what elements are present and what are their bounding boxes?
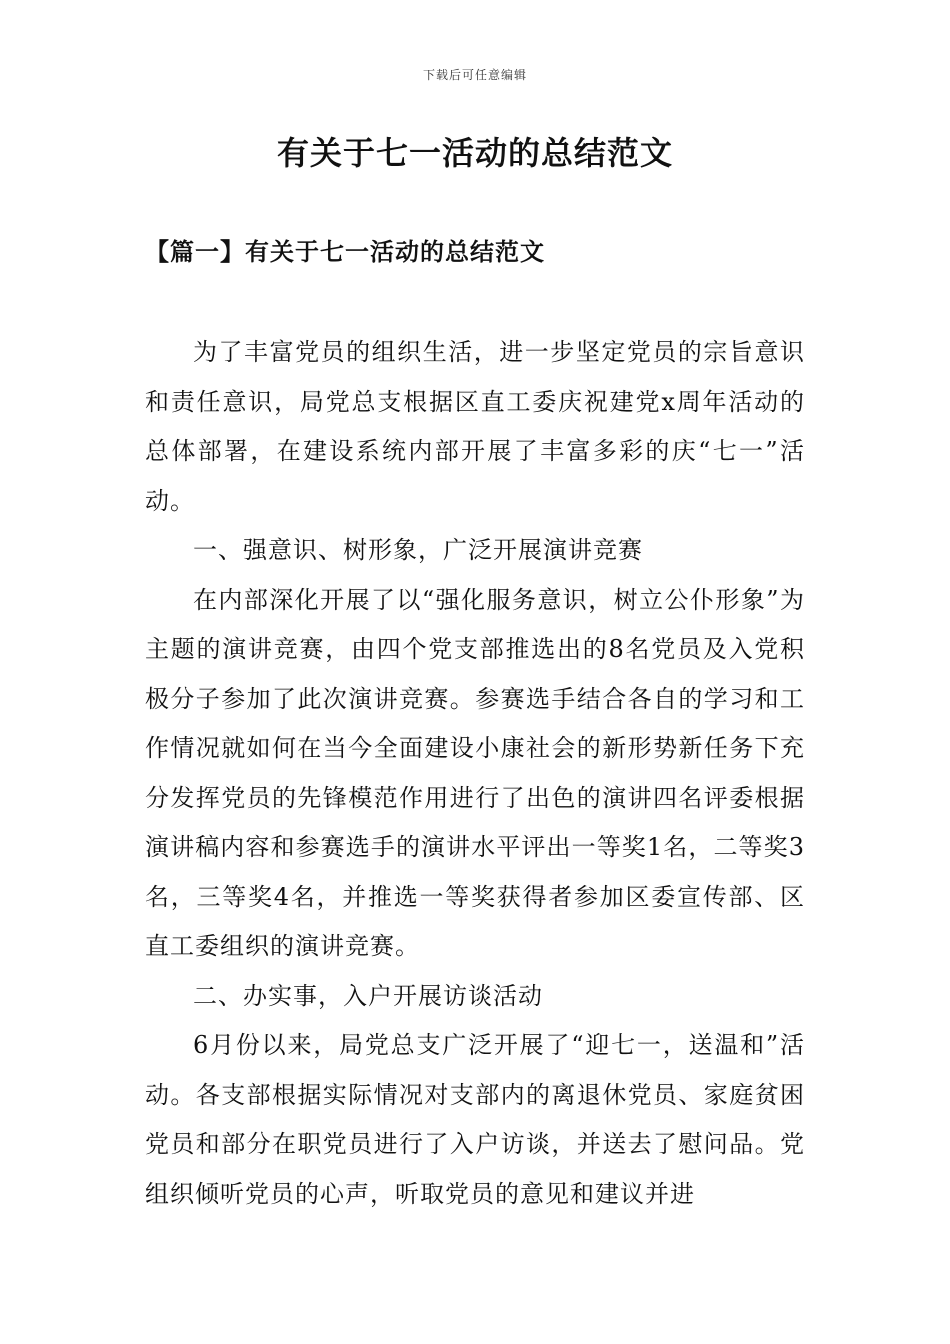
subheading-home-visits: 二、办实事，入户开展访谈活动 xyxy=(193,981,543,1010)
paragraph-intro: 为了丰富党员的组织生活，进一步坚定党员的宗旨意识和责任意识，局党总支根据区直工委庆祝建党x周年活动的总体部署，在建设系统内部开展了丰富多彩的庆“七一”活动。 xyxy=(145,338,805,515)
subheading-speech-contest: 一、强意识、树形象，广泛开展演讲竞赛 xyxy=(193,536,643,564)
section-heading: 【篇一】有关于七一活动的总结范文 xyxy=(145,237,545,266)
page-header-note: 下载后可任意编辑 xyxy=(422,68,527,82)
paragraph-home-visits: 6月份以来，局党总支广泛开展了“迎七一，送温和”活动。各支部根据实际情况对支部内的离退休党员、家庭贫困党员和部分在职党员进行了入户访谈，并送去了慰问品。党组织倾听党员的心声，听取党员的意见和建议并进 xyxy=(145,1031,805,1208)
document-title: 有关于七一活动的总结范文 xyxy=(276,134,673,172)
paragraph-speech-contest: 在内部深化开展了以“强化服务意识，树立公仆形象”为主题的演讲竞赛，由四个党支部推选出的8名党员及入党积极分子参加了此次演讲竞赛。参赛选手结合各自的学习和工作情况就如何在当今全面建设小康社会的新形势新任务下充分发挥党员的先锋模范作用进行了出色的演讲四名评委根据演讲稿内容和参赛选手的演讲水平评出一等奖1名，二等奖3名，三等奖4名，并推选一等奖获得者参加区委宣传部、区直工委组织的演讲竞赛。 xyxy=(145,585,805,960)
document-body xyxy=(145,328,805,1219)
